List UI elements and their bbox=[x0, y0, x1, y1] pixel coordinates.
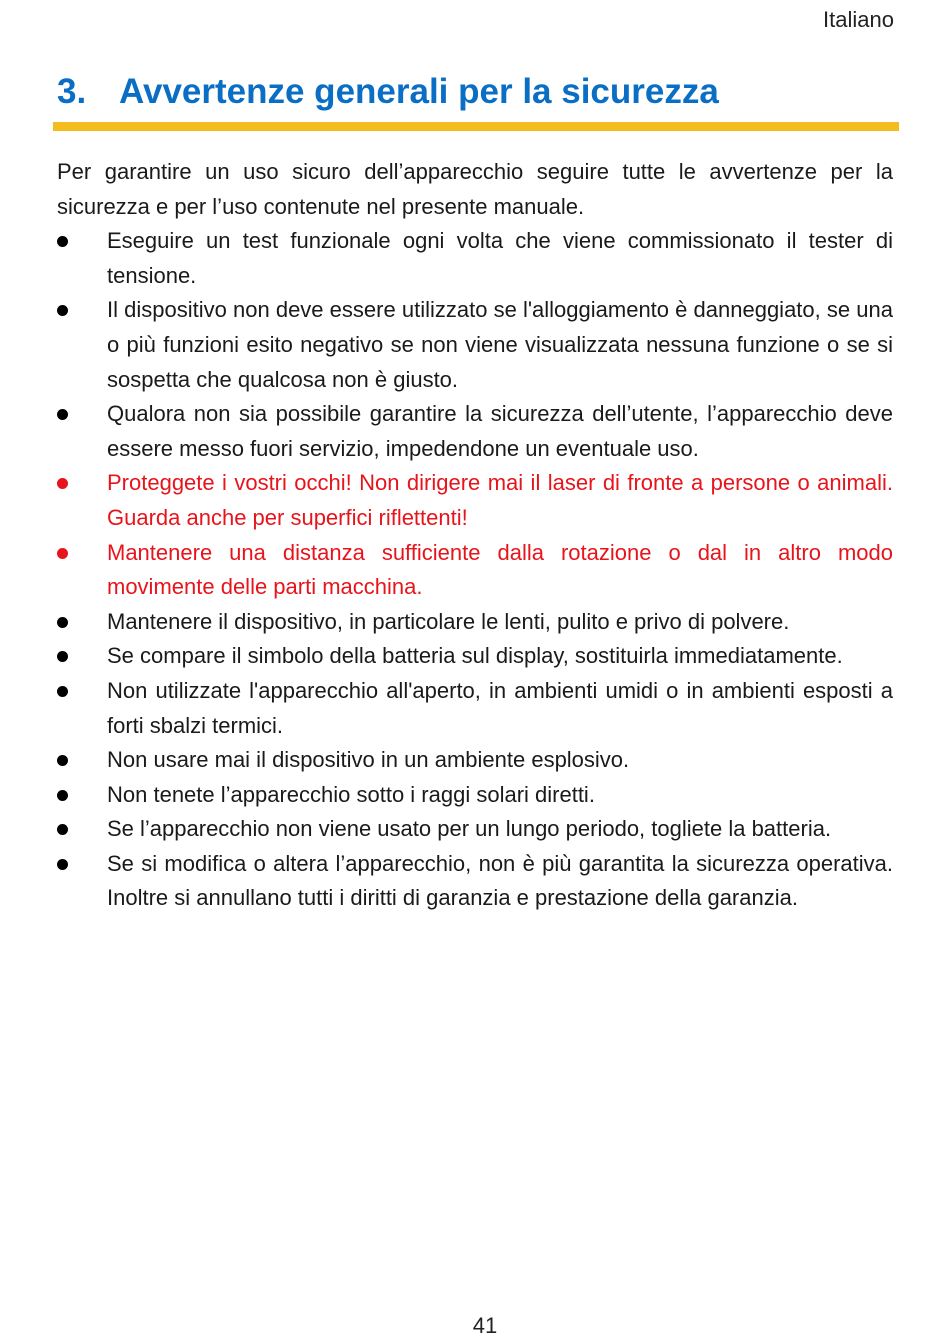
bullet-icon bbox=[57, 478, 68, 489]
list-item bbox=[57, 397, 893, 466]
list-item-text: Non utilizzate l'apparecchio all'aperto, in ambienti umidi o in ambienti esposti a forti sbalzi termici. bbox=[107, 677, 893, 738]
list-item-text: Non tenete l’apparecchio sotto i raggi solari diretti. bbox=[107, 781, 595, 807]
list-item-warning bbox=[57, 536, 893, 605]
bullet-icon bbox=[57, 548, 68, 559]
bullet-icon bbox=[57, 617, 68, 628]
list-item-text: Qualora non sia possibile garantire la sicurezza dell’utente, l’apparecchio deve essere messo fuori servizio, impedendone un eventuale uso. bbox=[107, 401, 893, 461]
bullet-icon bbox=[57, 651, 68, 662]
bullet-icon bbox=[57, 755, 68, 766]
list-item-text: Non usare mai il dispositivo in un ambiente esplosivo. bbox=[107, 747, 630, 773]
list-item bbox=[57, 224, 893, 293]
intro-paragraph: Per garantire un uso sicuro dell’apparecchio seguire tutte le avvertenze per la sicurezza e per l’uso contenute nel presente manuale. bbox=[57, 159, 893, 219]
list-item-text: Se l’apparecchio non viene usato per un lungo periodo, togliete la batteria. bbox=[107, 816, 832, 842]
document-body bbox=[57, 155, 893, 916]
section-title: Avvertenze generali per la sicurezza bbox=[119, 72, 719, 111]
list-item bbox=[57, 778, 893, 813]
list-item bbox=[57, 293, 893, 397]
list-item bbox=[57, 674, 893, 743]
bullet-icon bbox=[57, 824, 68, 835]
page-number: 41 bbox=[472, 1313, 498, 1338]
list-item bbox=[57, 605, 893, 640]
list-item-text: Proteggete i vostri occhi! Non dirigere mai il laser di fronte a persone o animali. Guarda anche per superfici riflettenti! bbox=[107, 470, 893, 530]
language-label: Italiano bbox=[823, 7, 894, 32]
section-heading bbox=[57, 70, 899, 114]
bullet-icon bbox=[57, 409, 68, 420]
bullet-icon bbox=[57, 236, 68, 247]
section-number: 3. bbox=[57, 72, 87, 111]
list-item bbox=[57, 743, 893, 778]
list-item-text: Mantenere una distanza sufficiente dalla rotazione o dal in altro modo movimente delle parti macchina. bbox=[107, 539, 893, 600]
list-item-text: Se compare il simbolo della batteria sul display, sostituirla immediatamente. bbox=[107, 643, 843, 669]
list-item-text: Eseguire un test funzionale ogni volta che viene commissionato il tester di tensione. bbox=[107, 228, 893, 288]
heading-underline bbox=[53, 122, 899, 131]
bullet-icon bbox=[57, 859, 68, 870]
list-item-text: Il dispositivo non deve essere utilizzato se l'alloggiamento è danneggiato, se una o più funzioni esito negativo se non viene visualizzata nessuna funzione o se si sospetta che qualcosa non è giusto. bbox=[107, 297, 893, 392]
list-item bbox=[57, 812, 893, 847]
bullet-icon bbox=[57, 686, 68, 697]
bullet-icon bbox=[57, 305, 68, 316]
list-item bbox=[57, 847, 893, 916]
safety-warning-list bbox=[57, 224, 893, 916]
list-item-text: Se si modifica o altera l’apparecchio, non è più garantita la sicurezza operativa. Inoltre si annullano tutti i diritti di garanzia e prestazione della garanzia. bbox=[107, 850, 893, 911]
list-item-warning bbox=[57, 466, 893, 535]
list-item bbox=[57, 639, 893, 674]
list-item-text: Mantenere il dispositivo, in particolare le lenti, pulito e privo di polvere. bbox=[107, 608, 790, 634]
bullet-icon bbox=[57, 790, 68, 801]
